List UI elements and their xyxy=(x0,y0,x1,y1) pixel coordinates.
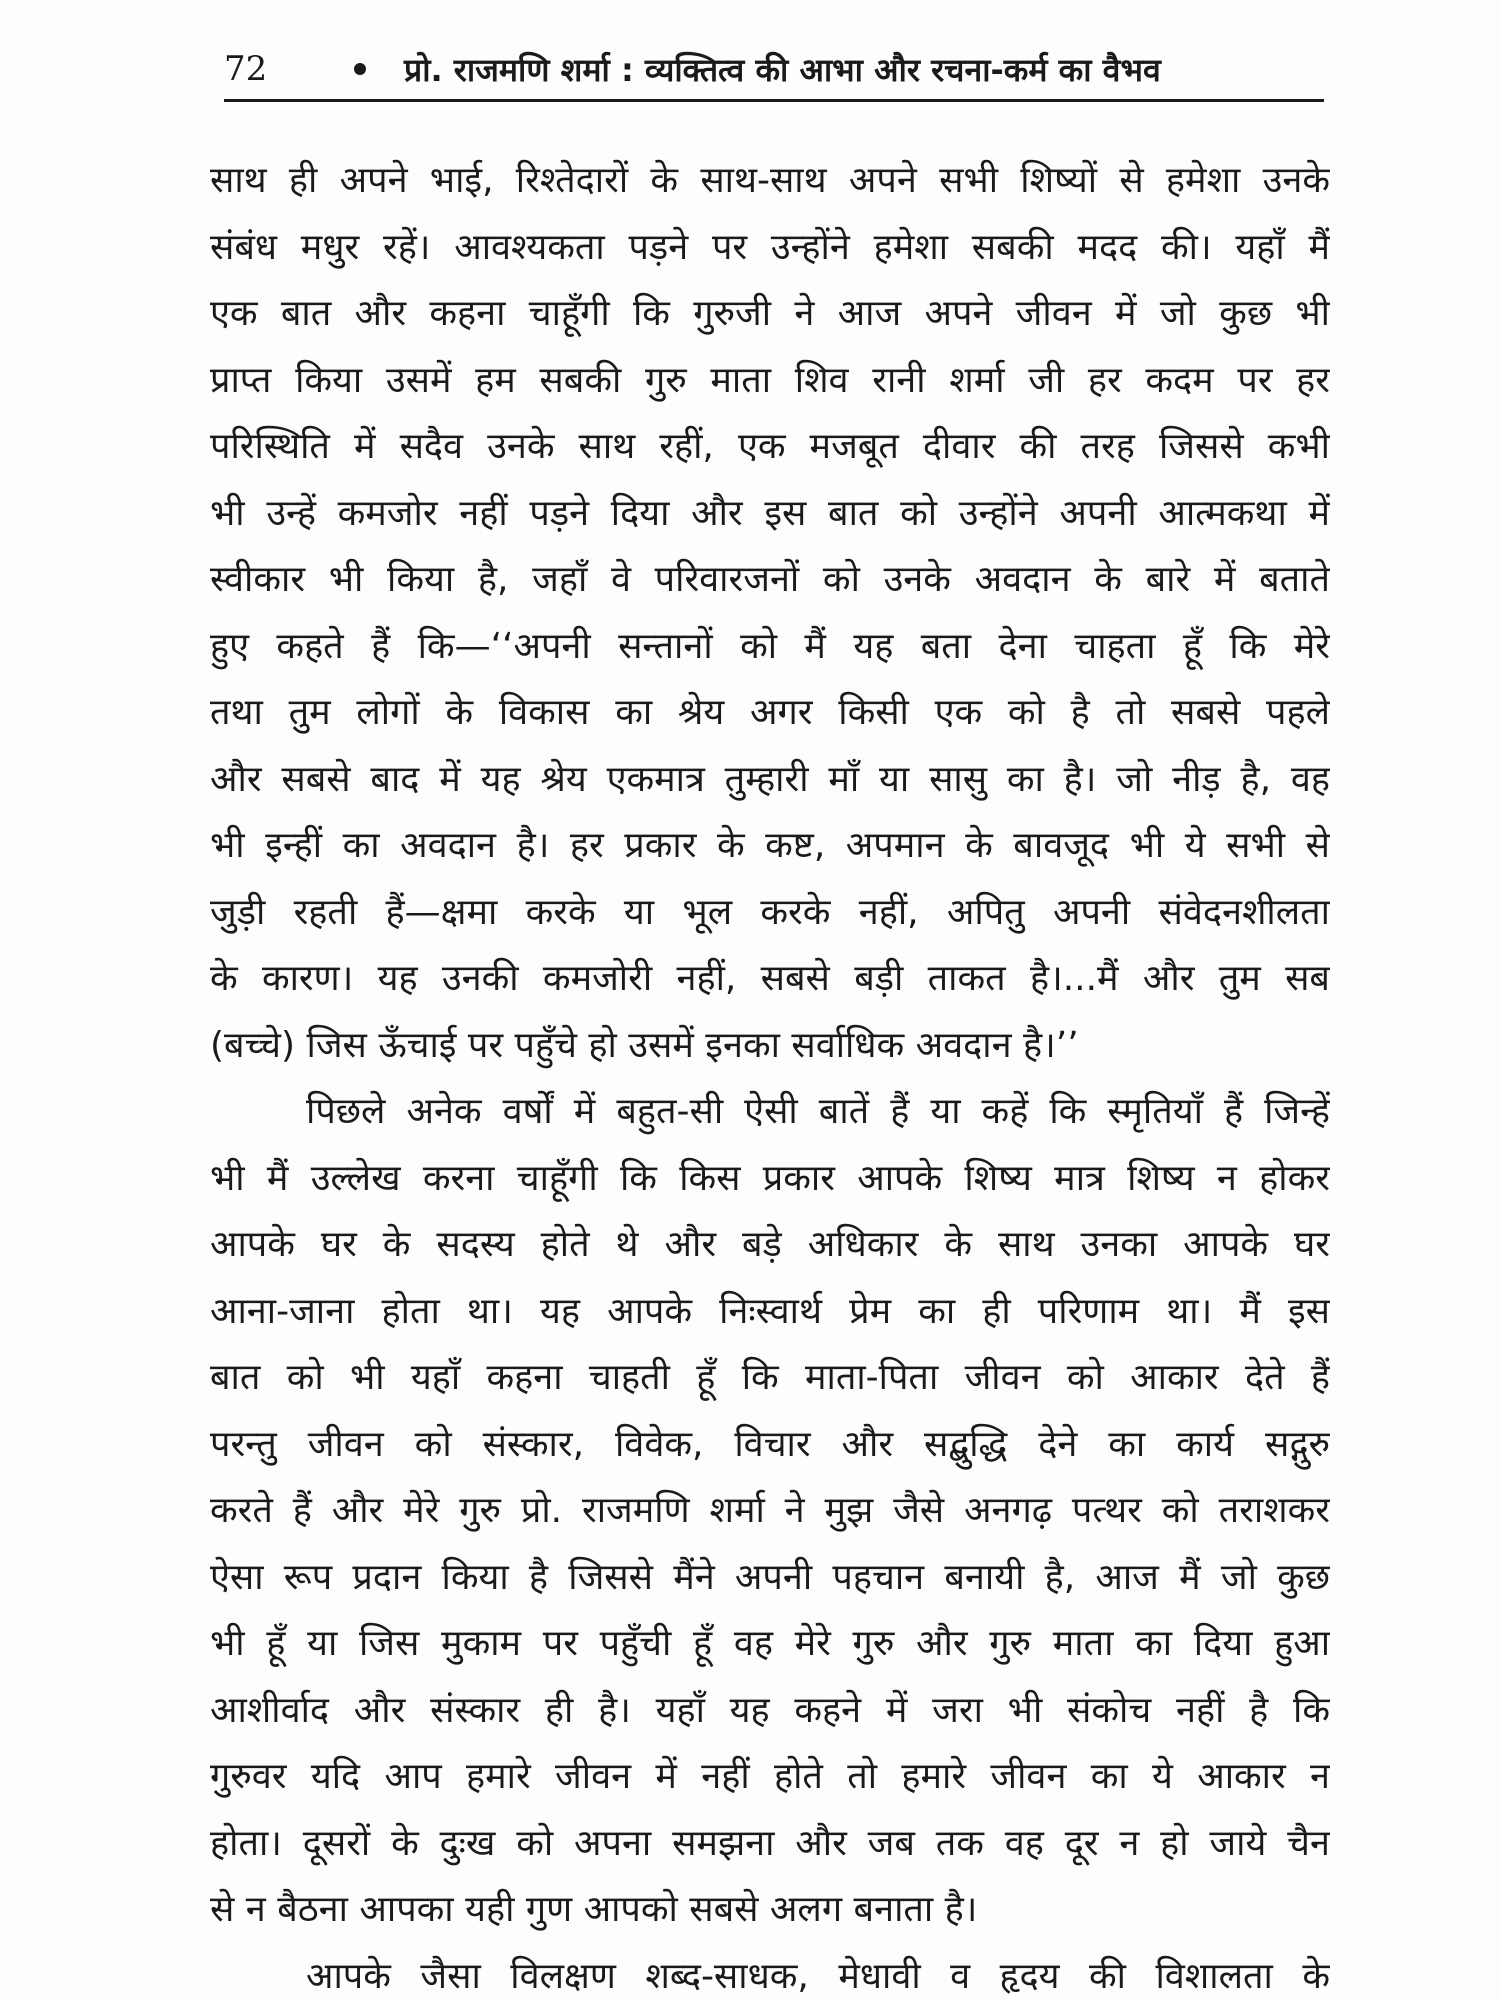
text-line: और सबसे बाद में यह श्रेय एकमात्र तुम्हारी माँ या सासु का है। जो नीड़ है, वह xyxy=(210,747,1330,814)
text-line: से न बैठना आपका यही गुण आपको सबसे अलग बनाता है। xyxy=(210,1877,1330,1944)
body-text xyxy=(210,148,1330,2010)
page-number: 72 xyxy=(224,49,314,89)
header-rule xyxy=(224,99,1324,102)
text-line: आपके जैसा विलक्षण शब्द-साधक, मेधावी व हृदय की विशालता के xyxy=(210,1944,1330,2010)
text-line: भी उन्हें कमजोर नहीं पड़ने दिया और इस बात को उन्होंने अपनी आत्मकथा में xyxy=(210,481,1330,548)
text-line: प्राप्त किया उसमें हम सबकी गुरु माता शिव रानी शर्मा जी हर कदम पर हर xyxy=(210,348,1330,415)
text-line: बात को भी यहाँ कहना चाहती हूँ कि माता-पिता जीवन को आकार देते हैं xyxy=(210,1345,1330,1412)
text-line: (बच्चे) जिस ऊँचाई पर पहुँचे हो उसमें इनका सर्वाधिक अवदान है।’’ xyxy=(210,1013,1330,1080)
text-line: के कारण। यह उनकी कमजोरी नहीं, सबसे बड़ी ताकत है।...मैं और तुम सब xyxy=(210,946,1330,1013)
text-line: जुड़ी रहती हैं—क्षमा करके या भूल करके नहीं, अपितु अपनी संवेदनशीलता xyxy=(210,880,1330,947)
text-line: आना-जाना होता था। यह आपके निःस्वार्थ प्रेम का ही परिणाम था। मैं इस xyxy=(210,1279,1330,1346)
text-line: आशीर्वाद और संस्कार ही है। यहाँ यह कहने में जरा भी संकोच नहीं है कि xyxy=(210,1678,1330,1745)
text-line: ऐसा रूप प्रदान किया है जिससे मैंने अपनी पहचान बनायी है, आज मैं जो कुछ xyxy=(210,1545,1330,1612)
text-line: एक बात और कहना चाहूँगी कि गुरुजी ने आज अपने जीवन में जो कुछ भी xyxy=(210,281,1330,348)
text-line: आपके घर के सदस्य होते थे और बड़े अधिकार के साथ उनका आपके घर xyxy=(210,1212,1330,1279)
text-line: भी हूँ या जिस मुकाम पर पहुँची हूँ वह मेरे गुरु और गुरु माता का दिया हुआ xyxy=(210,1611,1330,1678)
text-line: पिछले अनेक वर्षों में बहुत-सी ऐसी बातें हैं या कहें कि स्मृतियाँ हैं जिन्हें xyxy=(210,1079,1330,1146)
text-line: भी इन्हीं का अवदान है। हर प्रकार के कष्ट, अपमान के बावजूद भी ये सभी से xyxy=(210,813,1330,880)
text-line: संबंध मधुर रहें। आवश्यकता पड़ने पर उन्होंने हमेशा सबकी मदद की। यहाँ मैं xyxy=(210,215,1330,282)
text-line: परिस्थिति में सदैव उनके साथ रहीं, एक मजबूत दीवार की तरह जिससे कभी xyxy=(210,414,1330,481)
text-line: साथ ही अपने भाई, रिश्तेदारों के साथ-साथ अपने सभी शिष्यों से हमेशा उनके xyxy=(210,148,1330,215)
running-title: प्रो. राजमणि शर्मा : व्यक्तित्व की आभा और रचना-कर्म का वैभव xyxy=(404,48,1161,91)
text-line: गुरुवर यदि आप हमारे जीवन में नहीं होते तो हमारे जीवन का ये आकार न xyxy=(210,1744,1330,1811)
text-line: तथा तुम लोगों के विकास का श्रेय अगर किसी एक को है तो सबसे पहले xyxy=(210,680,1330,747)
text-line: होता। दूसरों के दुःख को अपना समझना और जब तक वह दूर न हो जाये चैन xyxy=(210,1811,1330,1878)
text-line: करते हैं और मेरे गुरु प्रो. राजमणि शर्मा ने मुझ जैसे अनगढ़ पत्थर को तराशकर xyxy=(210,1478,1330,1545)
page-header xyxy=(224,40,1324,98)
text-line: भी मैं उल्लेख करना चाहूँगी कि किस प्रकार आपके शिष्य मात्र शिष्य न होकर xyxy=(210,1146,1330,1213)
text-line: हुए कहते हैं कि—‘‘अपनी सन्तानों को मैं यह बता देना चाहता हूँ कि मेरे xyxy=(210,614,1330,681)
text-line: स्वीकार भी किया है, जहाँ वे परिवारजनों को उनके अवदान के बारे में बताते xyxy=(210,547,1330,614)
text-line: परन्तु जीवन को संस्कार, विवेक, विचार और सद्बुद्धि देने का कार्य सद्गुरु xyxy=(210,1412,1330,1479)
bullet-icon xyxy=(354,63,366,75)
